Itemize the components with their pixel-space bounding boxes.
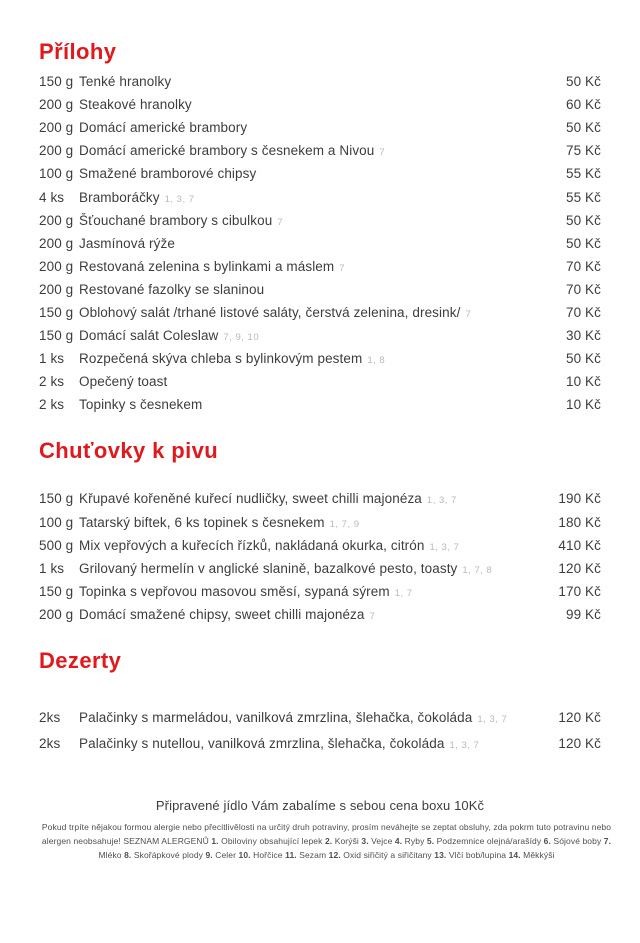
item-qty: 150 g bbox=[39, 491, 74, 507]
item-price: 50 Kč bbox=[565, 120, 601, 136]
item-allergens: 7 bbox=[465, 308, 472, 320]
item-name: Restovaná zelenina s bylinkami a máslem bbox=[79, 258, 335, 274]
item-name-wrap bbox=[79, 561, 558, 576]
item-price: 30 Kč bbox=[565, 328, 601, 344]
item-name: Tenké hranolky bbox=[79, 74, 172, 90]
item-name: Steakové hranolky bbox=[79, 97, 192, 113]
item-name-wrap bbox=[79, 710, 558, 725]
menu-item-row bbox=[39, 209, 601, 232]
item-qty: 150 g bbox=[39, 74, 74, 90]
menu-section bbox=[39, 437, 601, 626]
section-title: Přílohy bbox=[39, 39, 117, 64]
item-name: Opečený toast bbox=[79, 374, 168, 390]
item-allergens: 1, 3, 7 bbox=[449, 740, 480, 752]
menu-item-row bbox=[39, 603, 601, 626]
item-name: Domácí smažené chipsy, sweet chilli majonéza bbox=[79, 606, 365, 622]
item-name: Topinka s vepřovou masovou směsí, sypaná sýrem bbox=[79, 583, 390, 599]
item-name: Šťouchané brambory s cibulkou bbox=[79, 212, 273, 228]
item-price: 120 Kč bbox=[558, 710, 601, 726]
item-qty: 100 g bbox=[39, 514, 74, 530]
menu-item-row bbox=[39, 232, 601, 255]
item-qty: 1 ks bbox=[39, 560, 65, 576]
item-qty: 500 g bbox=[39, 537, 74, 553]
section-title: Dezerty bbox=[39, 647, 122, 673]
item-price: 60 Kč bbox=[565, 97, 601, 113]
item-price: 120 Kč bbox=[558, 736, 601, 752]
item-qty: 200 g bbox=[39, 281, 74, 297]
menu-item-row bbox=[39, 324, 601, 347]
item-name-wrap bbox=[79, 282, 566, 297]
section-rows bbox=[39, 487, 601, 626]
item-qty: 100 g bbox=[39, 166, 74, 182]
item-name-wrap bbox=[79, 305, 566, 320]
item-price: 55 Kč bbox=[565, 189, 601, 205]
item-qty: 4 ks bbox=[39, 189, 65, 205]
item-name: Bramboráčky bbox=[79, 189, 160, 205]
item-name: Křupavé kořeněné kuřecí nudličky, sweet chilli majonéza bbox=[79, 491, 422, 507]
item-qty: 200 g bbox=[39, 606, 74, 622]
item-name: Domácí salát Coleslaw bbox=[79, 328, 219, 344]
section-rows bbox=[39, 705, 601, 757]
item-name-wrap bbox=[79, 584, 558, 599]
item-price: 50 Kč bbox=[565, 74, 601, 90]
item-name-wrap bbox=[79, 190, 566, 205]
item-name-wrap bbox=[79, 736, 558, 751]
menu-item-row bbox=[39, 580, 601, 603]
item-name: Restované fazolky se slaninou bbox=[79, 281, 265, 297]
item-name: Domácí americké brambory bbox=[79, 120, 248, 136]
item-allergens: 1, 8 bbox=[367, 355, 386, 367]
item-allergens: 1, 7, 8 bbox=[462, 564, 493, 576]
item-qty: 1 ks bbox=[39, 351, 65, 367]
item-qty: 150 g bbox=[39, 328, 74, 344]
menu-page bbox=[0, 38, 640, 943]
item-name: Palačinky s marmeládou, vanilková zmrzlina, šlehačka, čokoláda bbox=[79, 710, 473, 726]
menu-item-row bbox=[39, 255, 601, 278]
item-name: Grilovaný hermelín v anglické slanině, bazalkové pesto, toasty bbox=[79, 560, 458, 576]
section-title: Chuťovky k pivu bbox=[39, 438, 219, 464]
item-name-wrap bbox=[79, 538, 558, 553]
item-price: 50 Kč bbox=[565, 351, 601, 367]
menu-item-row bbox=[39, 705, 601, 731]
item-price: 10 Kč bbox=[565, 397, 601, 413]
item-qty: 200 g bbox=[39, 97, 74, 113]
item-qty: 200 g bbox=[39, 212, 74, 228]
item-name-wrap bbox=[79, 491, 558, 506]
item-price: 70 Kč bbox=[565, 258, 601, 274]
menu-section bbox=[39, 647, 601, 757]
item-price: 55 Kč bbox=[565, 166, 601, 182]
item-name-wrap bbox=[79, 120, 566, 135]
item-name-wrap bbox=[79, 143, 566, 158]
allergen-legal-note: Pokud trpíte nějakou formou alergie nebo přecitlivělosti na určitý druh potraviny, prosím neváhejte se zeptat obsluhy, zda pokrm tuto potravinu nebo alergen neobsahuje! SEZNAM ALERGENŮ 1. Obiloviny obsahující lepek 2. Korýši 3. Vejce 4. Ryby 5. Podzemnice olejná/arašídy 6. Sójové boby 7. Mléko 8. Skořápkové plody 9. Celer 10. Hořčice 11. Sezam 12. Oxid siřičitý a siřičitany 13. Vlčí bob/lupina 14. Měkkýši bbox=[41, 821, 612, 860]
item-qty: 200 g bbox=[39, 235, 74, 251]
item-qty: 200 g bbox=[39, 258, 74, 274]
item-allergens: 1, 3, 7 bbox=[164, 193, 195, 205]
item-name: Jasmínová rýže bbox=[79, 235, 175, 251]
menu-item-row bbox=[39, 70, 601, 93]
item-price: 190 Kč bbox=[558, 491, 601, 507]
menu-item-row bbox=[39, 139, 601, 162]
menu-item-row bbox=[39, 162, 601, 185]
item-price: 120 Kč bbox=[558, 560, 601, 576]
menu-item-row bbox=[39, 185, 601, 208]
menu-item-row bbox=[39, 557, 601, 580]
menu-item-row bbox=[39, 116, 601, 139]
item-price: 99 Kč bbox=[565, 606, 601, 622]
item-price: 410 Kč bbox=[558, 537, 601, 553]
menu-section bbox=[39, 38, 601, 416]
menu-item-row bbox=[39, 93, 601, 116]
item-allergens: 7, 9, 10 bbox=[223, 332, 260, 344]
item-allergens: 7 bbox=[379, 147, 386, 159]
item-qty: 2 ks bbox=[39, 374, 65, 390]
item-name: Topinky s česnekem bbox=[79, 397, 203, 413]
item-qty: 150 g bbox=[39, 583, 74, 599]
item-name-wrap bbox=[79, 74, 566, 89]
item-name-wrap bbox=[79, 351, 566, 366]
menu-item-row bbox=[39, 278, 601, 301]
item-price: 180 Kč bbox=[558, 514, 601, 530]
item-name: Oblohový salát /trhané listové saláty, čerstvá zelenina, dresink/ bbox=[79, 304, 461, 320]
item-name-wrap bbox=[79, 97, 566, 112]
menu-item-row bbox=[39, 511, 601, 534]
item-name: Palačinky s nutellou, vanilková zmrzlina, šlehačka, čokoláda bbox=[79, 736, 445, 752]
item-qty: 2ks bbox=[39, 710, 61, 726]
menu-item-row bbox=[39, 301, 601, 324]
item-price: 70 Kč bbox=[565, 281, 601, 297]
menu-footer bbox=[39, 797, 612, 862]
item-price: 70 Kč bbox=[565, 304, 601, 320]
item-name-wrap bbox=[79, 166, 566, 181]
menu-sections bbox=[39, 38, 601, 757]
item-name: Mix vepřových a kuřecích řízků, nakládaná okurka, citrón bbox=[79, 537, 425, 553]
item-name-wrap bbox=[79, 259, 566, 274]
item-qty: 2ks bbox=[39, 736, 61, 752]
menu-item-row bbox=[39, 370, 601, 393]
item-name-wrap bbox=[79, 374, 566, 389]
menu-item-row bbox=[39, 534, 601, 557]
item-allergens: 1, 3, 7 bbox=[429, 541, 460, 553]
item-allergens: 1, 7, 9 bbox=[329, 518, 360, 530]
item-allergens: 1, 3, 7 bbox=[426, 495, 457, 507]
menu-item-row bbox=[39, 393, 601, 416]
item-price: 50 Kč bbox=[565, 212, 601, 228]
item-price: 50 Kč bbox=[565, 235, 601, 251]
item-qty: 200 g bbox=[39, 120, 74, 136]
item-price: 75 Kč bbox=[565, 143, 601, 159]
menu-item-row bbox=[39, 487, 601, 510]
item-allergens: 1, 7 bbox=[394, 587, 413, 599]
menu-item-row bbox=[39, 347, 601, 370]
item-qty: 200 g bbox=[39, 143, 74, 159]
item-qty: 2 ks bbox=[39, 397, 65, 413]
item-price: 10 Kč bbox=[565, 374, 601, 390]
item-name: Smažené bramborové chipsy bbox=[79, 166, 257, 182]
item-allergens: 7 bbox=[369, 610, 376, 622]
item-name-wrap bbox=[79, 397, 566, 412]
item-allergens: 1, 3, 7 bbox=[477, 714, 508, 726]
item-qty: 150 g bbox=[39, 304, 74, 320]
item-name-wrap bbox=[79, 515, 558, 530]
item-allergens: 7 bbox=[277, 216, 284, 228]
item-name: Domácí americké brambory s česnekem a Nivou bbox=[79, 143, 375, 159]
takeaway-note: Připravené jídlo Vám zabalíme s sebou cena boxu 10Kč bbox=[155, 797, 485, 813]
item-name-wrap bbox=[79, 607, 566, 622]
menu-item-row bbox=[39, 731, 601, 757]
item-price: 170 Kč bbox=[558, 583, 601, 599]
item-allergens: 7 bbox=[339, 262, 346, 274]
item-name-wrap bbox=[79, 236, 566, 251]
item-name-wrap bbox=[79, 213, 566, 228]
item-name: Rozpečená skýva chleba s bylinkovým pestem bbox=[79, 351, 363, 367]
section-rows bbox=[39, 70, 601, 416]
item-name-wrap bbox=[79, 328, 566, 343]
item-name: Tatarský biftek, 6 ks topinek s česnekem bbox=[79, 514, 325, 530]
